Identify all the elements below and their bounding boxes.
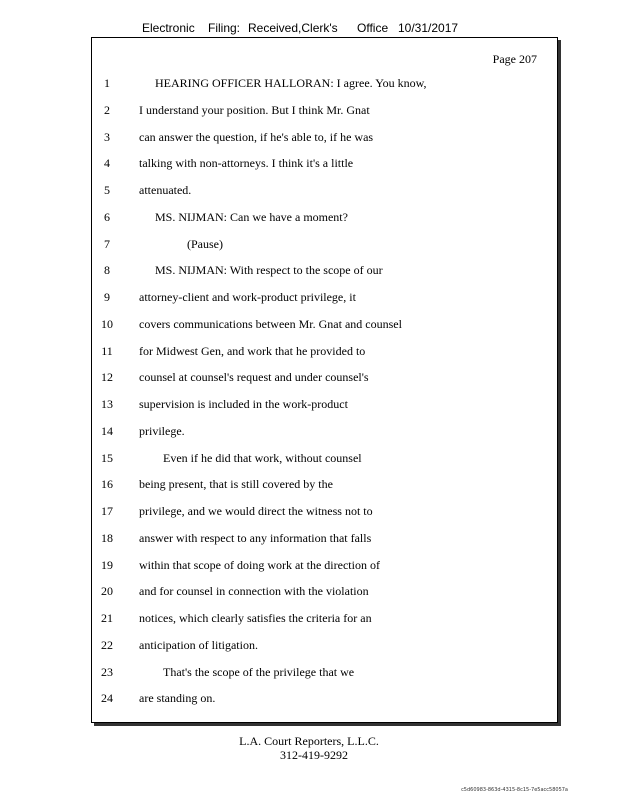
line-number: 6 xyxy=(104,209,110,224)
line-text: attorney-client and work-product privilege, it xyxy=(139,290,356,304)
header-received: Received,Clerk's xyxy=(248,21,338,35)
line-number: 9 xyxy=(104,290,110,304)
line-text: (Pause) xyxy=(187,236,223,251)
line-text: I understand your position. But I think Mr. Gnat xyxy=(139,102,370,117)
header-filing: Filing: xyxy=(208,21,241,35)
line-text: for Midwest Gen, and work that he provided to xyxy=(139,343,366,358)
line-number: 4 xyxy=(104,156,110,171)
line-number: 18 xyxy=(101,530,113,545)
line-number: 22 xyxy=(101,637,113,652)
line-text: covers communications between Mr. Gnat and counsel xyxy=(139,316,402,331)
line-text: privilege, and we would direct the witness not to xyxy=(139,504,373,518)
line-text: answer with respect to any information that falls xyxy=(139,530,372,545)
header-office: Office xyxy=(357,21,389,35)
line-text: and for counsel in connection with the violation xyxy=(139,584,369,599)
line-number: 5 xyxy=(104,183,110,197)
page-number: Page 207 xyxy=(492,52,537,66)
transcript-page xyxy=(91,37,558,723)
line-number: 20 xyxy=(101,584,113,599)
line-number: 14 xyxy=(101,423,113,438)
line-number: 2 xyxy=(104,102,110,117)
reporter-company: L.A. Court Reporters, L.L.C. xyxy=(239,734,379,748)
line-text: are standing on. xyxy=(139,691,216,706)
line-text: MS. NIJMAN: Can we have a moment? xyxy=(155,209,348,224)
line-text: privilege. xyxy=(139,423,185,438)
header-date: 10/31/2017 xyxy=(398,21,459,35)
line-number: 8 xyxy=(104,263,110,278)
reporter-phone: 312-419-9292 xyxy=(280,748,348,762)
line-number: 15 xyxy=(101,450,113,465)
line-number: 23 xyxy=(101,664,113,679)
line-number: 16 xyxy=(101,477,113,492)
line-text: can answer the question, if he's able to, if he was xyxy=(139,129,374,144)
line-number: 11 xyxy=(101,343,113,358)
line-number: 7 xyxy=(104,236,110,251)
line-text: talking with non-attorneys. I think it's a little xyxy=(139,156,354,171)
line-text: HEARING OFFICER HALLORAN: I agree. You know, xyxy=(155,76,427,90)
line-text: supervision is included in the work-product xyxy=(139,397,348,411)
line-text: counsel at counsel's request and under counsel's xyxy=(139,370,369,385)
line-text: That's the scope of the privilege that we xyxy=(163,664,355,679)
header-electronic: Electronic xyxy=(142,21,195,35)
line-text: within that scope of doing work at the direction of xyxy=(139,557,380,572)
line-number: 19 xyxy=(101,557,113,572)
filing-header xyxy=(0,21,618,37)
line-number: 10 xyxy=(101,316,113,331)
line-number: 17 xyxy=(101,504,113,518)
line-text: attenuated. xyxy=(139,183,192,197)
line-number: 3 xyxy=(104,129,110,144)
line-number: 24 xyxy=(101,691,113,706)
line-number: 21 xyxy=(101,611,113,625)
line-text: notices, which clearly satisfies the criteria for an xyxy=(139,611,372,625)
line-text: MS. NIJMAN: With respect to the scope of our xyxy=(155,263,383,278)
line-text: Even if he did that work, without counsel xyxy=(163,450,362,465)
line-number: 13 xyxy=(101,397,113,411)
line-number: 1 xyxy=(104,76,110,90)
document-hash: c5d60983-863d-4315-8c15-7e5acc58057a xyxy=(461,787,568,793)
line-number: 12 xyxy=(101,370,113,385)
line-text: being present, that is still covered by the xyxy=(139,477,333,492)
line-text: anticipation of litigation. xyxy=(139,637,258,652)
